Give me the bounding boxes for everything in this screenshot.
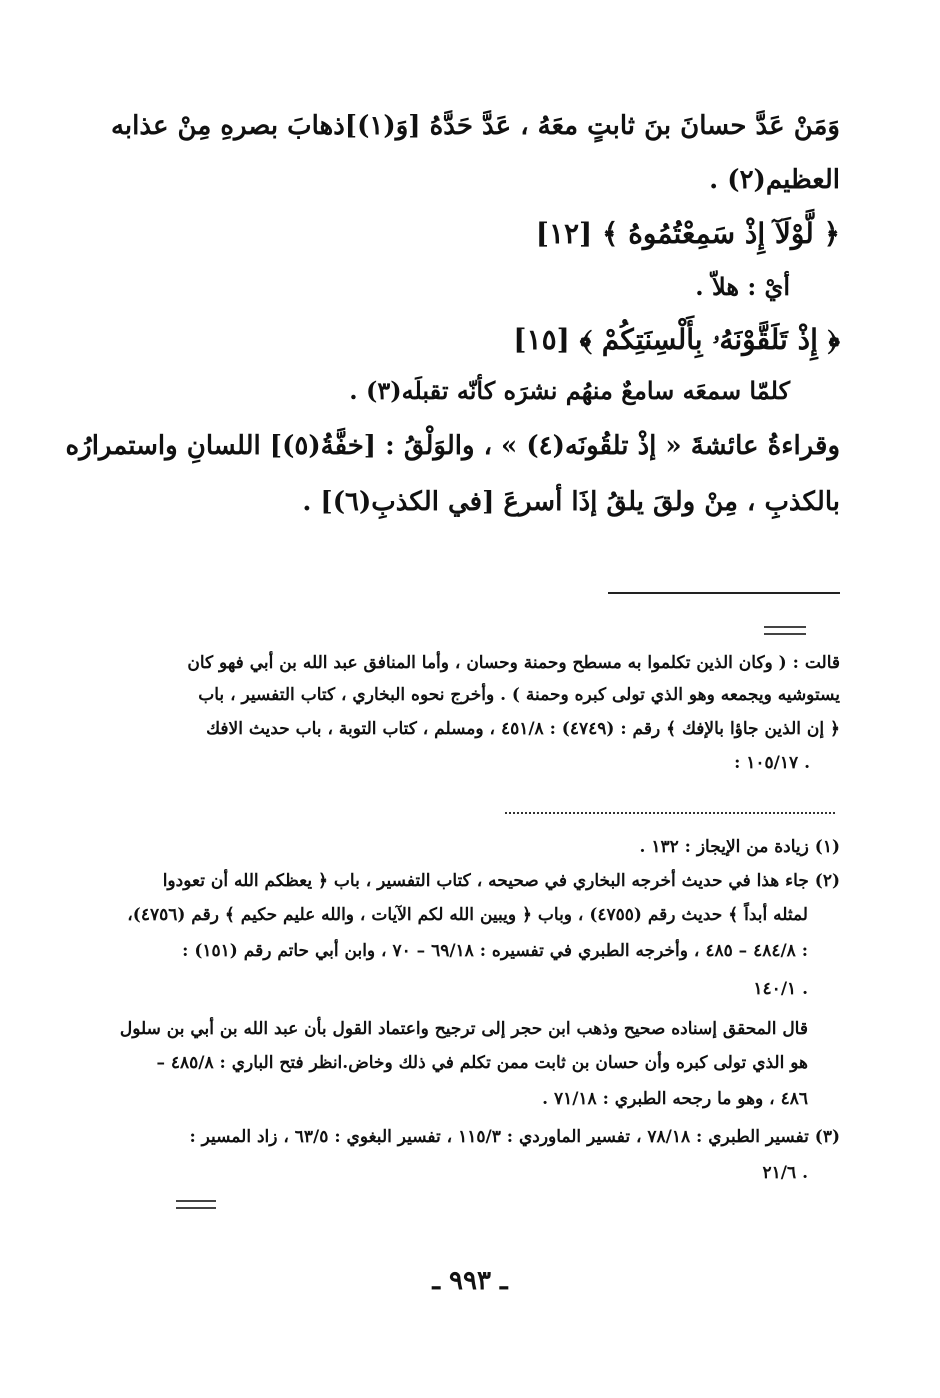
footnote-separator: [608, 592, 840, 594]
main-text-line-2: العظيم(٢) .: [709, 165, 840, 195]
footnote-2-line-3: : ٤٨٤/٨ – ٤٨٥ ، وأخرجه الطبري في تفسيره : ٦٩/١٨ – ٧٠ ، وابن أبي حاتم رقم (١٥١) :: [182, 941, 808, 961]
prev-note-line-3: ﴿ إن الذين جاؤا بالإفك ﴾ رقم : (٤٧٤٩) : ٤٥١/٨ ، ومسلم ، كتاب التوبة ، باب حديث الافك: [206, 719, 840, 739]
main-text-line-1: وَمَنْ عَدَّ حسانَ بنَ ثابتٍ معَهُ ، عَدَّ حَدَّهُ [وَ(١)]ذهابَ بصرهِ مِنْ عذابه: [110, 111, 840, 141]
main-text-line-6: بالكذبِ ، مِنْ ولقَ يلقُ إذَا أسرعَ [في الكذبِ(٦)] .: [302, 487, 840, 517]
footnote-3-line-2: ٢١/٦ .: [762, 1163, 808, 1183]
footnote-2-line-4: ١٤٠/١ .: [753, 979, 808, 999]
footnote-2-line-5: قال المحقق إسناده صحيح وذهب ابن حجر إلى ترجيح واعتماد القول بأن عبد الله بن أبي بن سلول: [119, 1019, 808, 1039]
dotted-divider: [505, 812, 835, 814]
quran-verse-15: ﴿ إِذْ تَلَقَّوْنَهُۥ بِأَلْسِنَتِكُمْ ﴾ [١٥]: [513, 323, 840, 356]
page-number: ـ ٩٩٣ ـ: [432, 1266, 508, 1296]
main-text-line-3: أيْ : هلاّ .: [695, 272, 790, 301]
double-rule-mark: [764, 626, 806, 635]
quran-verse-12: ﴿ لَّوْلَآ إِذْ سَمِعْتُمُوهُ ﴾ [١٢]: [535, 217, 840, 250]
main-text-line-5: وقراءةُ عائشةَ « إذْ تلقُونَه(٤) » ، والوَلْقُ : [خفَّةُ(٥)] اللسانِ واستمرارُه: [65, 431, 840, 461]
footnote-1: (١) زيادة من الإيجاز : ١٣٢ .: [639, 837, 840, 857]
footnote-2-line-2: لمثله أبداً ﴾ حديث رقم (٤٧٥٥) ، وباب ﴿ ويبين الله لكم الآيات ، والله عليم حكيم ﴾ رقم (٤٧٥٦)،: [127, 905, 808, 925]
footnote-3-line-1: (٣) تفسير الطبري : ٧٨/١٨ ، تفسير الماوردي : ١١٥/٣ ، تفسير البغوي : ٦٣/٥ ، زاد المسير :: [189, 1127, 840, 1147]
footnote-2-line-7: ٤٨٦ ، وهو ما رجحه الطبري : ٧١/١٨ .: [542, 1089, 808, 1109]
main-text-line-4: كلمّا سمعَه سامعٌ منهُم نشرَه كأنّه تقبلَه(٣) .: [349, 376, 790, 405]
prev-note-line-4: : ١٠٥/١٧ .: [734, 753, 810, 773]
footnote-2-line-6: هو الذي تولى كبره وأن حسان بن ثابت ممن تكلم في ذلك وخاض.انظر فتح الباري : ٤٨٥/٨ –: [156, 1053, 808, 1073]
double-rule-mark-bottom: [176, 1200, 216, 1209]
prev-note-line-1: قالت : ( وكان الذين تكلموا به مسطح وحمنة وحسان ، وأما المنافق عبد الله بن أبي فهو كان: [187, 653, 840, 673]
footnote-2-line-1: (٢) جاء هذا في حديث أخرجه البخاري في صحيحه ، كتاب التفسير ، باب ﴿ يعظكم الله أن تعودوا: [162, 871, 840, 891]
prev-note-line-2: يستوشيه ويجمعه وهو الذي تولى كبره وحمنة ) . وأخرج نحوه البخاري ، كتاب التفسير ، باب: [198, 685, 840, 705]
